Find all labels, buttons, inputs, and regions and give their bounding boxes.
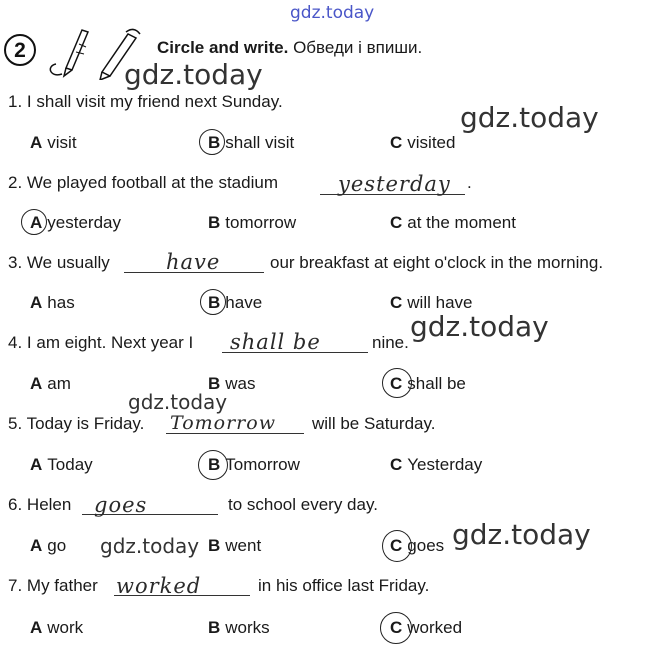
top-watermark: gdz.today	[290, 3, 375, 23]
option-5a[interactable]: A Today	[30, 455, 93, 474]
question-2: 2. We played football at the stadium	[8, 173, 278, 192]
question-1: 1. I shall visit my friend next Sunday.	[8, 92, 283, 111]
handwritten-answer-2: yesterday	[338, 172, 451, 196]
exercise-number-badge	[2, 32, 38, 68]
option-7c[interactable]: C worked	[390, 618, 463, 637]
option-1a[interactable]: A visit	[30, 133, 77, 152]
question-4-end: nine.	[372, 333, 409, 352]
watermark: gdz.today	[124, 58, 263, 91]
question-4: 4. I am eight. Next year I	[8, 333, 194, 352]
handwritten-answer-4: shall be	[230, 330, 321, 354]
option-6b[interactable]: B went	[208, 536, 262, 555]
instruction-title: Circle and write.	[157, 38, 289, 57]
option-2b[interactable]: B tomorrow	[208, 213, 297, 232]
handwritten-answer-6: goes	[94, 493, 148, 517]
watermark: gdz.today	[452, 518, 591, 551]
watermark: gdz.today	[410, 310, 549, 343]
option-6c[interactable]: C goes	[390, 536, 445, 555]
question-2-end: .	[467, 173, 472, 192]
question-6: 6. Helen	[8, 495, 72, 514]
option-3c[interactable]: C will have	[390, 293, 473, 312]
question-5-end: will be Saturday.	[312, 414, 436, 433]
handwritten-answer-5: Tomorrow	[170, 412, 276, 434]
option-2c[interactable]: C at the moment	[390, 213, 516, 232]
question-6-end: to school every day.	[228, 495, 378, 514]
question-7: 7. My father	[8, 576, 98, 595]
instruction-subtitle: Обведи і впиши.	[293, 38, 423, 57]
option-4a[interactable]: A am	[30, 374, 71, 393]
handwritten-answer-3: have	[166, 250, 221, 274]
instruction	[157, 38, 422, 58]
exercise-number: 2	[14, 39, 26, 62]
watermark: gdz.today	[100, 534, 200, 558]
option-1c[interactable]: C visited	[390, 133, 456, 152]
handwritten-answer-7: worked	[116, 574, 202, 598]
question-5: 5. Today is Friday.	[8, 414, 145, 433]
option-1b[interactable]: B shall visit	[208, 133, 295, 152]
watermark: gdz.today	[128, 390, 228, 414]
option-7b[interactable]: B works	[208, 618, 270, 637]
option-3a[interactable]: A has	[30, 293, 75, 312]
watermark: gdz.today	[460, 101, 599, 134]
option-4b[interactable]: B was	[208, 374, 256, 393]
option-4c[interactable]: C shall be	[390, 374, 466, 393]
option-6a[interactable]: A go	[30, 536, 67, 555]
option-2a[interactable]: A yesterday	[30, 213, 121, 232]
option-7a[interactable]: A work	[30, 618, 84, 637]
question-7-end: in his office last Friday.	[258, 576, 430, 595]
question-3: 3. We usually	[8, 253, 110, 272]
option-5c[interactable]: C Yesterday	[390, 455, 483, 474]
option-5b[interactable]: B Tomorrow	[208, 455, 300, 474]
option-3b[interactable]: B have	[208, 293, 263, 312]
question-3-end: our breakfast at eight o'clock in the morning.	[270, 253, 604, 272]
